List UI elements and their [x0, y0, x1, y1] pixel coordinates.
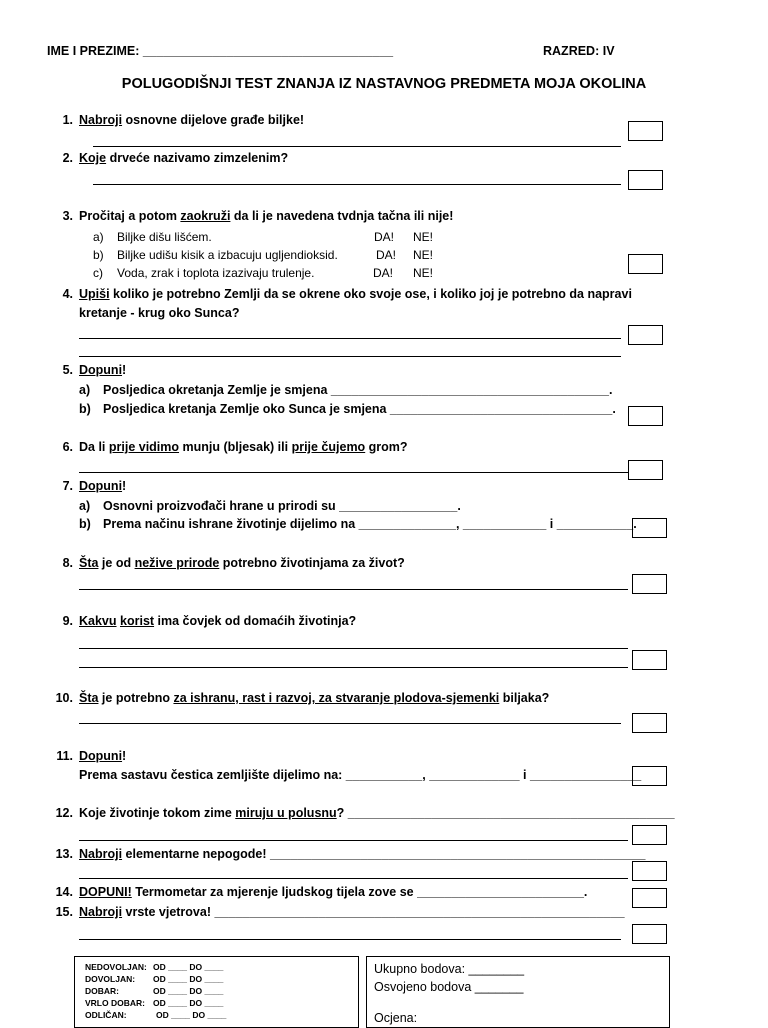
question-10: 10. Šta je potrebno za ishranu, rast i razvoj, za stvaranje plodova-sjemenki biljaka?	[55, 691, 550, 705]
question-5: 5. Dopuni!	[62, 363, 127, 377]
question-4: 4. Upiši koliko je potrebno Zemlji da se okrene oko svoje ose, i koliko joj je potrebno da napravi	[62, 287, 632, 301]
question-15: 15. Nabroji vrste vjetrova! ___________________________________________________________	[55, 905, 625, 919]
grade-vrlo-dobar-label: VRLO DOBAR:	[85, 998, 145, 1008]
q5-a-label: a)	[79, 383, 91, 397]
answer-line[interactable]	[79, 939, 621, 940]
answer-line[interactable]	[79, 589, 628, 590]
score-box-1[interactable]	[628, 121, 663, 141]
score-box-2[interactable]	[628, 170, 663, 190]
answer-line[interactable]	[79, 878, 628, 879]
score-box-5[interactable]	[628, 406, 663, 426]
grade-odlican-label: ODLIČAN:	[85, 1010, 127, 1020]
score-box-4[interactable]	[628, 325, 663, 345]
question-11-line: Prema sastavu čestica zemljište dijelimo na: ___________, _____________ i ________________	[79, 768, 642, 782]
question-8: 8. Šta je od nežive prirode potrebno životinjama za život?	[62, 556, 405, 570]
question-13: 13. Nabroji elementarne nepogode! ______________________________________________________	[55, 847, 646, 861]
q3-item-a-yes[interactable]: DA!	[374, 230, 395, 244]
question-9: 9. Kakvu korist ima čovjek od domaćih životinja?	[62, 614, 357, 628]
grade-dobar-range[interactable]: OD ____ DO ____	[153, 986, 224, 996]
question-12: 12. Koje životinje tokom zime miruju u polusnu? _______________________________________________	[55, 806, 675, 820]
q3-item-c-yes[interactable]: DA!	[373, 266, 394, 280]
class-label: RAZRED: IV	[543, 44, 615, 58]
q7-a-text: Osnovni proizvođači hrane u prirodi su _________________.	[103, 499, 461, 513]
answer-line[interactable]	[79, 472, 628, 473]
q3-item-b-no[interactable]: NE!	[413, 248, 434, 262]
score-box-11[interactable]	[632, 766, 667, 786]
grade-nedovoljan-range[interactable]: OD ____ DO ____	[153, 962, 224, 972]
q3-item-c-label: c)	[93, 266, 103, 280]
q3-item-a-text: Biljke dišu lišćem.	[117, 230, 212, 244]
grade-nedovoljan-label: NEDOVOLJAN:	[85, 962, 147, 972]
final-grade[interactable]: Ocjena:	[374, 1011, 418, 1025]
grade-dovoljan-range[interactable]: OD ____ DO ____	[153, 974, 224, 984]
question-4-continuation: kretanje - krug oko Sunca?	[79, 306, 240, 320]
q3-item-b-label: b)	[93, 248, 104, 262]
answer-line[interactable]	[79, 667, 628, 668]
total-points[interactable]: Ukupno bodova: ________	[374, 962, 525, 976]
answer-line[interactable]	[79, 723, 621, 724]
answer-line[interactable]	[79, 648, 628, 649]
q5-b-label: b)	[79, 402, 91, 416]
name-field-label: IME I PREZIME: ____________________________________	[47, 44, 394, 58]
score-box-8[interactable]	[632, 574, 667, 594]
q7-a-label: a)	[79, 499, 91, 513]
question-2: 2. Koje drveće nazivamo zimzelenim?	[62, 151, 289, 165]
q7-b-text: Prema načinu ishrane životinje dijelimo na ______________, ____________ i ___________.	[103, 517, 637, 531]
answer-line[interactable]	[79, 338, 621, 339]
q3-item-b-yes[interactable]: DA!	[376, 248, 397, 262]
earned-points[interactable]: Osvojeno bodova _______	[374, 980, 524, 994]
grade-dobar-label: DOBAR:	[85, 986, 119, 996]
q3-item-a-label: a)	[93, 230, 104, 244]
q7-b-label: b)	[79, 517, 91, 531]
question-11: 11. Dopuni!	[56, 749, 127, 763]
score-box-9[interactable]	[632, 650, 667, 670]
q3-item-c-no[interactable]: NE!	[413, 266, 434, 280]
q3-item-c-text: Voda, zrak i toplota izazivaju trulenje.	[117, 266, 315, 280]
grade-dovoljan-label: DOVOLJAN:	[85, 974, 136, 984]
score-box-6[interactable]	[628, 460, 663, 480]
score-box-7[interactable]	[632, 518, 667, 538]
score-box-3[interactable]	[628, 254, 663, 274]
question-3: 3. Pročitaj a potom zaokruži da li je navedena tvdnja tačna ili nije!	[62, 209, 454, 223]
score-box-12[interactable]	[632, 825, 667, 845]
q5-a-text: Posljedica okretanja Zemlje je smjena ________________________________________.	[103, 383, 613, 397]
score-box-13[interactable]	[632, 861, 667, 881]
question-6: 6. Da li prije vidimo munju (bljesak) ili prije čujemo grom?	[62, 440, 408, 454]
score-box-14[interactable]	[632, 888, 667, 908]
q3-item-b-text: Biljke udišu kisik a izbacuju ugljendioksid.	[117, 248, 338, 262]
answer-line[interactable]	[93, 184, 621, 185]
page-title: POLUGODIŠNJI TEST ZNANJA IZ NASTAVNOG PREDMETA MOJA OKOLINA	[121, 76, 647, 92]
answer-line[interactable]	[93, 146, 621, 147]
q3-item-a-no[interactable]: NE!	[413, 230, 434, 244]
grade-vrlo-dobar-range[interactable]: OD ____ DO ____	[153, 998, 224, 1008]
score-box-10[interactable]	[632, 713, 667, 733]
q5-b-text: Posljedica kretanja Zemlje oko Sunca je smjena ________________________________.	[103, 402, 616, 416]
question-1: 1. Nabroji osnovne dijelove građe biljke!	[62, 113, 305, 127]
answer-line[interactable]	[79, 840, 628, 841]
grade-odlican-range[interactable]: OD ____ DO ____	[156, 1010, 227, 1020]
score-box-15[interactable]	[632, 924, 667, 944]
question-7: 7. Dopuni!	[62, 479, 127, 493]
question-14: 14. DOPUNI! Termometar za mjerenje ljudskog tijela zove se ________________________.	[55, 885, 588, 899]
answer-line[interactable]	[79, 356, 621, 357]
